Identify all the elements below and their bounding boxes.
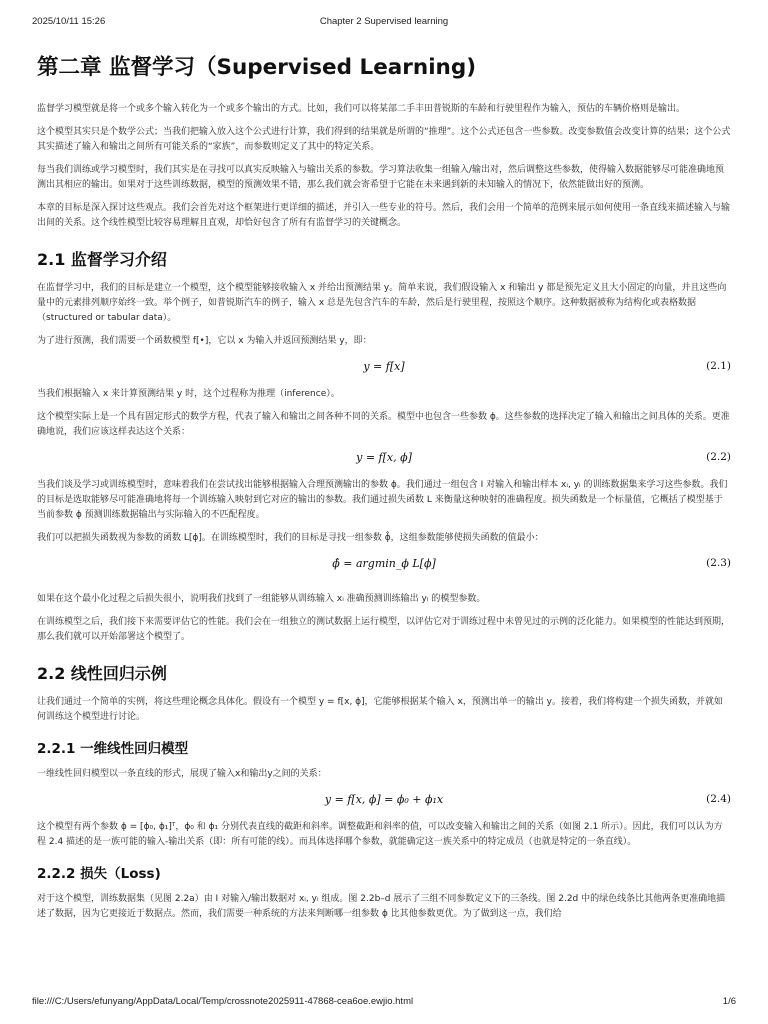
equation-2-2	[37, 448, 731, 470]
paragraph: 我们可以把损失函数视为参数的函数 L[ϕ]。在训练模型时，我们的目标是寻找一组参数 ϕ̂，这组参数能够使损失函数的值最小：	[37, 533, 544, 543]
intro-paragraph: 每当我们训练或学习模型时，我们其实是在寻找可以真实反映输入与输出关系的参数。学习算法收集一组输入/输出对，然后调整这些参数，使得输入数据能够尽可能准确地预测出其相应的输出。如果对于这些训练数据，模型的预测效果不错，那么我们就会寄希望于它能在未来遇到新的未知输入的情况下，依然能做出好的预测。	[37, 165, 725, 190]
equation-number: (2.4)	[706, 793, 731, 805]
paragraph: 如果在这个最小化过程之后损失很小，说明我们找到了一组能够从训练输入 xᵢ 准确预测训练输出 yᵢ 的模型参数。	[37, 594, 486, 604]
print-page-number: 1/6	[722, 996, 736, 1007]
paragraph: 这个模型实际上是一个具有固定形式的数学方程，代表了输入和输出之间各种不同的关系。模型中也包含一些参数 ϕ。这些参数的选择决定了输入和输出之间具体的关系。更准确地说，我们应该这样表达这个关系：	[37, 412, 730, 437]
section-heading-2-2: 2.2 线性回归示例	[37, 664, 167, 683]
equation-body: ϕ̂ = argmin_ϕ L[ϕ]	[332, 557, 436, 570]
paragraph: 让我们通过一个简单的实例，将这些理论概念具体化。假设有一个模型 y = f[x, ϕ]，它能够根据某个输入 x，预测出单一的输出 y。接着，我们将构建一个损失函数，并就如何训练这个模型进行讨论。	[37, 697, 724, 722]
equation-body: y = f[x, ϕ] = ϕ₀ + ϕ₁x	[324, 793, 444, 806]
equation-2-4	[37, 790, 731, 812]
print-footer	[32, 996, 736, 1010]
paragraph: 当我们根据输入 x 来计算预测结果 y 时，这个过程称为推理（inference）。	[37, 389, 340, 399]
paragraph: 在训练模型之后，我们接下来需要评估它的性能。我们会在一组独立的测试数据上运行模型，以评估它对于训练过程中未曾见过的示例的泛化能力。如果模型的性能达到预期，那么我们就可以开始部署这个模型了。	[37, 617, 731, 642]
equation-2-1	[37, 357, 731, 379]
intro-paragraph: 这个模型其实只是个数学公式；当我们把输入放入这个公式进行计算，我们得到的结果就是所谓的“推理”。这个公式还包含一些参数。改变参数值会改变计算的结果；这个公式其实描述了输入和输出之间所有可能关系的“家族”，而参数则定义了其中的特定关系。	[37, 127, 731, 152]
document-body	[37, 52, 731, 930]
intro-paragraph: 本章的目标是深入探讨这些观点。我们会首先对这个框架进行更详细的描述，并引入一些专业的符号。然后，我们会用一个简单的范例来展示如何使用一条直线来描述输入与输出间的关系。这个线性模型比较容易理解且直观，却恰好包含了所有有监督学习的关键概念。	[37, 203, 731, 228]
equation-number: (2.1)	[706, 360, 731, 372]
equation-body: y = f[x]	[363, 360, 405, 373]
print-file-path: file:///C:/Users/efunyang/AppData/Local/Temp/crossnote2025911-47868-cea6oe.ewjio.html	[32, 996, 414, 1007]
paragraph: 当我们谈及学习或训练模型时，意味着我们在尝试找出能够根据输入合理预测输出的参数 ϕ。我们通过一组包含 I 对输入和输出样本 xᵢ, yᵢ 的训练数据集来学习这些参数。我们的目标是选取能够尽可能准确地将每一个训练输入映射到它对应的输出的参数。我们通过损失函数 L 来衡量这种映射的准确程度。损失函数是一个标量值，它概括了模型基于当前参数 ϕ 预测训练数据输出与实际输入的不匹配程度。	[37, 480, 728, 520]
paragraph: 这个模型有两个参数 ϕ = [ϕ₀, ϕ₁]ᵀ，ϕ₀ 和 ϕ₁ 分别代表直线的截距和斜率。调整截距和斜率的值，可以改变输入和输出之间的关系（如图 2.1 所示）。因此，我们可以认为方程 2.4 描述的是一族可能的输入-输出关系（即：所有可能的线）。而具体选择哪个参数，就能确定这一族关系中的特定成员（也就是特定的一条直线）。	[37, 822, 723, 847]
paragraph: 为了进行预测，我们需要一个函数模型 f[•]，它以 x 为输入并返回预测结果 y，即：	[37, 336, 372, 346]
subsection-heading-2-2-2: 2.2.2 损失（Loss)	[37, 866, 161, 882]
paragraph: 一维线性回归模型以一条直线的形式，展现了输入x和输出y之间的关系：	[37, 769, 327, 779]
equation-number: (2.3)	[706, 557, 731, 569]
equation-2-3	[37, 554, 731, 584]
equation-body: y = f[x, ϕ]	[356, 451, 412, 464]
chapter-title: 第二章 监督学习（Supervised Learning)	[37, 55, 477, 80]
equation-number: (2.2)	[706, 451, 731, 463]
paragraph: 在监督学习中，我们的目标是建立一个模型，这个模型能够接收输入 x 并给出预测结果 y。简单来说，我们假设输入 x 和输出 y 都是预先定义且大小固定的向量，并且这些向量中的元素排列顺序始终一致。举个例子，如普锐斯汽车的例子，输入 x 总是先包含汽车的车龄，然后是行驶里程，按照这个顺序。这种数据被称为结构化或表格数据（structured or tabular data）。	[37, 283, 727, 323]
section-heading-2-1: 2.1 监督学习介绍	[37, 250, 167, 269]
print-page-title: Chapter 2 Supervised learning	[319, 16, 449, 27]
print-header	[32, 16, 736, 30]
print-datetime: 2025/10/11 15:26	[32, 16, 106, 27]
subsection-heading-2-2-1: 2.2.1 一维线性回归模型	[37, 741, 189, 757]
intro-paragraph: 监督学习模型就是将一个或多个输入转化为一个或多个输出的方式。比如，我们可以将某部二手丰田普锐斯的车龄和行驶里程作为输入，预估的车辆价格则是输出。	[37, 104, 686, 114]
paragraph: 对于这个模型，训练数据集（见图 2.2a）由 I 对输入/输出数据对 xᵢ, yᵢ 组成。图 2.2b–d 展示了三组不同参数定义下的三条线。图 2.2d 中的绿色线条比其他两条更准确地描述了数据，因为它更接近于数据点。然而，我们需要一种系统的方法来判断哪一组参数 ϕ 比其他参数更优。为了做到这一点，我们给	[37, 894, 726, 919]
